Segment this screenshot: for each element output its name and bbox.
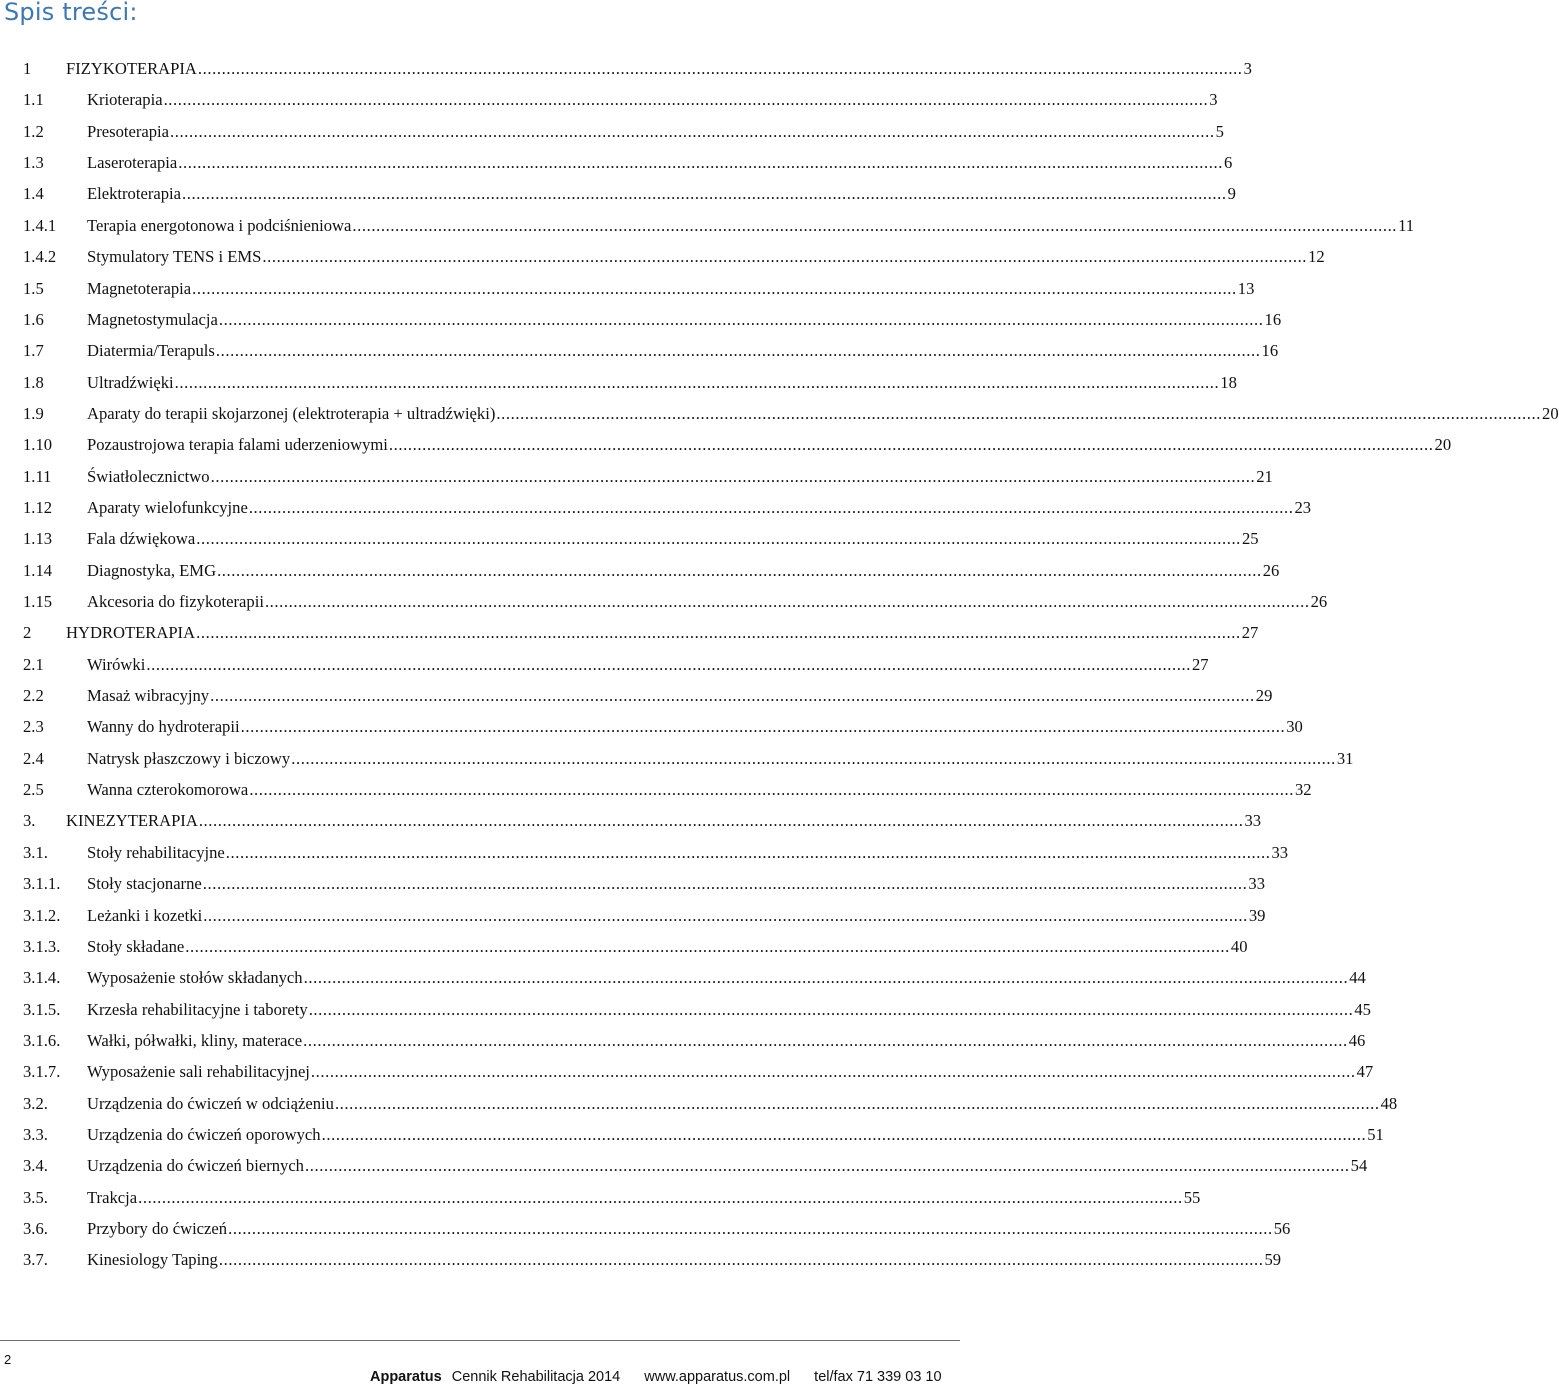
toc-dot-leader: ............................................................................................................................................................................................................................: [146, 654, 1191, 674]
toc-entry-number: 3.1.2.: [23, 905, 61, 925]
toc-entry-title: Wirówki: [87, 654, 146, 674]
toc-title: Spis treści:: [4, 0, 138, 26]
toc-entry-page: 27: [1191, 654, 1209, 674]
toc-entry-title: Leżanki i kozetki: [87, 905, 203, 925]
toc-entry[interactable]: [23, 809, 1262, 833]
toc-dot-leader: ............................................................................................................................................................................................................................: [210, 466, 1256, 486]
toc-entry-title: Terapia energotonowa i podciśnieniowa: [87, 215, 352, 235]
toc-entry-page: 3: [1243, 59, 1252, 78]
toc-entry[interactable]: [23, 778, 1312, 802]
toc-entry-page: 39: [1248, 905, 1266, 925]
toc-dot-leader: ............................................................................................................................................................................................................................: [215, 341, 1261, 361]
toc-entry[interactable]: [23, 966, 1366, 990]
toc-entry[interactable]: [23, 465, 1273, 489]
toc-entry[interactable]: [23, 308, 1282, 332]
toc-entry[interactable]: [23, 653, 1209, 677]
toc-dot-leader: ............................................................................................................................................................................................................................: [496, 403, 1542, 423]
toc-entry-title: Aparaty wielofunkcyjne: [87, 497, 248, 517]
toc-entry[interactable]: [23, 1123, 1384, 1147]
toc-dot-leader: ............................................................................................................................................................................................................................: [170, 121, 1215, 141]
toc-dot-leader: ............................................................................................................................................................................................................................: [192, 278, 1237, 298]
toc-entry[interactable]: [23, 1217, 1291, 1241]
footer-website: www.apparatus.com.pl: [644, 1369, 791, 1385]
toc-entry-title: Masaż wibracyjny: [87, 686, 210, 705]
toc-dot-leader: ............................................................................................................................................................................................................................: [308, 999, 1354, 1019]
toc-dot-leader: ............................................................................................................................................................................................................................: [185, 936, 1230, 956]
toc-dot-leader: ............................................................................................................................................................................................................................: [178, 153, 1223, 173]
toc-entry-title: Stoły składane: [87, 936, 185, 956]
toc-entry-number: 1.2: [23, 121, 44, 141]
toc-entry-number: 3.7.: [23, 1250, 48, 1270]
toc-entry-page: 26: [1310, 592, 1328, 611]
toc-entry[interactable]: [23, 1060, 1374, 1084]
toc-dot-leader: ............................................................................................................................................................................................................................: [217, 560, 1262, 580]
toc-entry-page: 33: [1244, 811, 1262, 831]
footer-brand: Apparatus: [370, 1369, 442, 1385]
toc-entry-page: 27: [1241, 623, 1259, 643]
toc-entry-number: 3.1.6.: [23, 1030, 61, 1050]
toc-entry-title: Wanny do hydroterapii: [87, 717, 240, 737]
toc-entry-title: Magnetostymulacja: [87, 309, 218, 329]
toc-entry-page: 21: [1256, 466, 1273, 486]
toc-entry-page: 26: [1262, 560, 1280, 580]
toc-entry[interactable]: [23, 402, 1559, 426]
toc-entry-title: Elektroterapia: [87, 184, 181, 204]
toc-entry-title: Pozaustrojowa terapia falami uderzeniowymi: [87, 435, 388, 455]
toc-dot-leader: ............................................................................................................................................................................................................................: [218, 309, 1264, 329]
toc-entry-number: 1.7: [23, 341, 44, 361]
toc-entry-number: 1: [23, 59, 32, 78]
toc-entry-number: 3.6.: [23, 1219, 48, 1238]
toc-dot-leader: ............................................................................................................................................................................................................................: [218, 1250, 1264, 1270]
toc-entry[interactable]: [23, 715, 1303, 739]
toc-dot-leader: ............................................................................................................................................................................................................................: [321, 1124, 1367, 1144]
toc-entry-number: 1.12: [23, 497, 53, 517]
toc-dot-leader: ............................................................................................................................................................................................................................: [225, 842, 1271, 862]
toc-entry-number: 1.4.2: [23, 247, 57, 267]
toc-entry[interactable]: [23, 339, 1279, 363]
toc-entry-page: 13: [1237, 278, 1255, 298]
toc-dot-leader: ............................................................................................................................................................................................................................: [303, 1030, 1348, 1050]
toc-dot-leader: ............................................................................................................................................................................................................................: [304, 1156, 1350, 1176]
toc-entry[interactable]: [23, 935, 1248, 959]
toc-entry[interactable]: [23, 621, 1259, 645]
toc-entry-title: Magnetoterapia: [87, 278, 192, 298]
toc-entry-title: Natrysk płaszczowy i biczowy: [87, 748, 291, 768]
toc-entry-page: 48: [1380, 1093, 1398, 1113]
toc-dot-leader: ............................................................................................................................................................................................................................: [248, 497, 1294, 517]
toc-entry[interactable]: [23, 120, 1224, 144]
footer-divider: [0, 1340, 960, 1341]
toc-dot-leader: ............................................................................................................................................................................................................................: [291, 748, 1336, 768]
toc-entry[interactable]: [23, 527, 1259, 551]
toc-entry-number: 3.1.7.: [23, 1062, 61, 1082]
toc-dot-leader: ............................................................................................................................................................................................................................: [249, 780, 1294, 800]
toc-entry-title: Aparaty do terapii skojarzonej (elektroterapia + ultradźwięki): [87, 403, 496, 423]
toc-entry-number: 3.1.1.: [23, 874, 61, 894]
toc-entry-title: Akcesoria do fizykoterapii: [87, 592, 264, 611]
toc-entry-title: Krzesła rehabilitacyjne i taborety: [87, 999, 308, 1019]
toc-entry[interactable]: [23, 590, 1328, 614]
toc-entry[interactable]: [23, 371, 1237, 395]
toc-entry-page: 44: [1349, 968, 1366, 988]
toc-entry-title: Stoły stacjonarne: [87, 874, 202, 894]
toc-entry[interactable]: [23, 1154, 1368, 1178]
toc-entry-page: 59: [1264, 1250, 1282, 1270]
toc-entry-title: Wanna czterokomorowa: [87, 780, 249, 800]
toc-entry-title: Światłolecznictwo: [87, 466, 210, 486]
toc-entry-page: 11: [1398, 215, 1415, 235]
toc-entry[interactable]: [23, 1092, 1398, 1116]
toc-entry[interactable]: [23, 872, 1265, 896]
toc-entry-number: 2: [23, 623, 32, 643]
toc-entry-number: 2.1: [23, 654, 44, 674]
toc-entry-title: Wałki, półwałki, kliny, materace: [87, 1030, 303, 1050]
toc-dot-leader: ............................................................................................................................................................................................................................: [334, 1093, 1380, 1113]
toc-entry-page: 51: [1367, 1124, 1384, 1144]
toc-entry-page: 23: [1294, 497, 1312, 517]
footer-phone: tel/fax 71 339 03 10: [814, 1369, 942, 1385]
toc-entry-page: 33: [1271, 842, 1289, 862]
footer: [370, 1367, 958, 1387]
toc-entry-number: 1.1: [23, 90, 44, 110]
toc-entry-page: 54: [1350, 1156, 1368, 1176]
toc-entry[interactable]: [23, 151, 1233, 175]
toc-entry-page: 25: [1241, 529, 1259, 549]
toc-entry-page: 56: [1273, 1219, 1291, 1238]
toc-entry[interactable]: [23, 214, 1415, 238]
toc-entry-title: Stoły rehabilitacyjne: [87, 842, 225, 862]
toc-entry-page: 20: [1542, 403, 1559, 423]
toc-entry[interactable]: [23, 88, 1218, 112]
toc-dot-leader: ............................................................................................................................................................................................................................: [240, 717, 1286, 737]
toc-entry-number: 1.11: [23, 466, 52, 486]
toc-entry-number: 1.4.1: [23, 215, 57, 235]
toc-entry[interactable]: [23, 433, 1452, 457]
toc-entry-title: Fala dźwiękowa: [87, 529, 196, 549]
toc-entry-page: 33: [1248, 874, 1265, 894]
toc-entry-page: 31: [1336, 748, 1354, 768]
toc-dot-leader: ............................................................................................................................................................................................................................: [310, 1062, 1356, 1082]
toc-dot-leader: ............................................................................................................................................................................................................................: [196, 529, 1241, 549]
toc-entry-title: Trakcja: [87, 1187, 138, 1207]
toc-entry-number: 1.8: [23, 372, 44, 392]
toc-entry-page: 40: [1230, 936, 1248, 956]
toc-entry-number: 2.3: [23, 717, 44, 737]
toc-entry-page: 18: [1220, 372, 1237, 392]
toc-entry-title: Wyposażenie sali rehabilitacyjnej: [87, 1062, 310, 1082]
toc-entry[interactable]: [23, 841, 1289, 865]
toc-dot-leader: ............................................................................................................................................................................................................................: [138, 1187, 1183, 1207]
toc-entry-number: 1.13: [23, 529, 53, 549]
toc-entry-number: 2.5: [23, 780, 44, 800]
toc-entry-title: Kinesiology Taping: [87, 1250, 218, 1270]
toc-entry-title: FIZYKOTERAPIA: [66, 59, 197, 78]
toc-entry-page: 16: [1264, 309, 1282, 329]
toc-entry-number: 1.15: [23, 592, 53, 611]
toc-entry-number: 3.3.: [23, 1124, 48, 1144]
toc-entry-page: 46: [1348, 1030, 1366, 1050]
footer-catalog: Cennik Rehabilitacja 2014: [451, 1369, 621, 1385]
toc-dot-leader: ............................................................................................................................................................................................................................: [262, 247, 1308, 267]
toc-entry-number: 1.14: [23, 560, 53, 580]
toc-entry-number: 1.5: [23, 278, 44, 298]
toc-dot-leader: ............................................................................................................................................................................................................................: [352, 215, 1398, 235]
toc-entry-title: Presoterapia: [87, 121, 170, 141]
toc-entry[interactable]: [23, 684, 1273, 708]
toc-entry-page: 32: [1294, 780, 1312, 800]
toc-entry-title: Przybory do ćwiczeń: [87, 1219, 228, 1238]
toc-entry-title: Urządzenia do ćwiczeń w odciążeniu: [87, 1093, 334, 1113]
toc-entry[interactable]: [23, 1186, 1201, 1210]
toc-entry[interactable]: [23, 904, 1266, 928]
toc-entry-title: Laseroterapia: [87, 153, 178, 173]
toc-entry-page: 55: [1183, 1187, 1201, 1207]
toc-entry-page: 29: [1255, 686, 1273, 705]
toc-entry-number: 2.4: [23, 748, 44, 768]
toc-entry-number: 3.4.: [23, 1156, 48, 1176]
toc-dot-leader: ............................................................................................................................................................................................................................: [264, 592, 1310, 611]
toc-entry-page: 30: [1286, 717, 1303, 737]
toc-entry[interactable]: [23, 747, 1354, 771]
toc-entry[interactable]: [23, 277, 1255, 301]
toc-entry-number: 1.10: [23, 435, 53, 455]
toc-entry[interactable]: [23, 496, 1312, 520]
toc-dot-leader: ............................................................................................................................................................................................................................: [210, 686, 1255, 705]
toc-entry-title: Stymulatory TENS i EMS: [87, 247, 262, 267]
toc-entry-number: 1.3: [23, 153, 44, 173]
toc-entry[interactable]: [23, 1248, 1282, 1272]
toc-dot-leader: ............................................................................................................................................................................................................................: [181, 184, 1227, 204]
toc-entry-title: HYDROTERAPIA: [66, 623, 196, 643]
toc-entry-number: 3.1.: [23, 842, 48, 862]
toc-entry-number: 3.: [23, 811, 36, 831]
toc-dot-leader: ............................................................................................................................................................................................................................: [203, 905, 1248, 925]
toc-dot-leader: ............................................................................................................................................................................................................................: [303, 968, 1349, 988]
toc-entry-page: 3: [1209, 90, 1218, 110]
toc-entry-title: Ultradźwięki: [87, 372, 174, 392]
toc-entry[interactable]: [23, 1029, 1366, 1053]
toc-entry-number: 3.2.: [23, 1093, 48, 1113]
toc-dot-leader: ............................................................................................................................................................................................................................: [163, 90, 1209, 110]
toc-entry-title: Urządzenia do ćwiczeń oporowych: [87, 1124, 321, 1144]
toc-entry-page: 5: [1215, 121, 1224, 141]
toc-entry-page: 16: [1261, 341, 1279, 361]
toc-entry-number: 2.2: [23, 686, 44, 705]
page-number: 2: [4, 1352, 12, 1367]
toc-entry-page: 45: [1354, 999, 1371, 1019]
toc-dot-leader: ............................................................................................................................................................................................................................: [196, 623, 1241, 643]
toc-entry-title: Diagnostyka, EMG: [87, 560, 217, 580]
toc-entry[interactable]: [23, 559, 1280, 583]
toc-entry-page: 20: [1434, 435, 1452, 455]
toc-entry[interactable]: [23, 998, 1371, 1022]
toc-entry-number: 3.1.3.: [23, 936, 61, 956]
toc-dot-leader: ............................................................................................................................................................................................................................: [174, 372, 1220, 392]
toc-entry-number: 1.6: [23, 309, 44, 329]
toc-dot-leader: ............................................................................................................................................................................................................................: [228, 1219, 1273, 1238]
toc-dot-leader: ............................................................................................................................................................................................................................: [197, 59, 1243, 78]
toc-entry-page: 47: [1356, 1062, 1374, 1082]
toc-entry-title: Krioterapia: [87, 90, 163, 110]
toc-dot-leader: ............................................................................................................................................................................................................................: [198, 811, 1244, 831]
toc-entry[interactable]: [23, 245, 1325, 269]
toc-entry-title: Diatermia/Terapuls: [87, 341, 215, 361]
toc-dot-leader: ............................................................................................................................................................................................................................: [202, 874, 1248, 894]
toc-entry-page: 6: [1223, 153, 1233, 173]
toc-entry-title: Wyposażenie stołów składanych: [87, 968, 303, 988]
toc-entry-page: 9: [1227, 184, 1236, 204]
toc-entry-number: 3.1.4.: [23, 968, 61, 988]
toc-dot-leader: ............................................................................................................................................................................................................................: [388, 435, 1434, 455]
toc-entry-number: 3.1.5.: [23, 999, 61, 1019]
toc-entry[interactable]: [23, 57, 1252, 81]
toc-entry[interactable]: [23, 182, 1236, 206]
toc-entry-title: KINEZYTERAPIA: [66, 811, 198, 831]
toc-entry-number: 3.5.: [23, 1187, 48, 1207]
toc-entry-number: 1.4: [23, 184, 44, 204]
toc-entry-title: Urządzenia do ćwiczeń biernych: [87, 1156, 304, 1176]
toc-entry-page: 12: [1308, 247, 1325, 267]
toc-entry-number: 1.9: [23, 403, 44, 423]
